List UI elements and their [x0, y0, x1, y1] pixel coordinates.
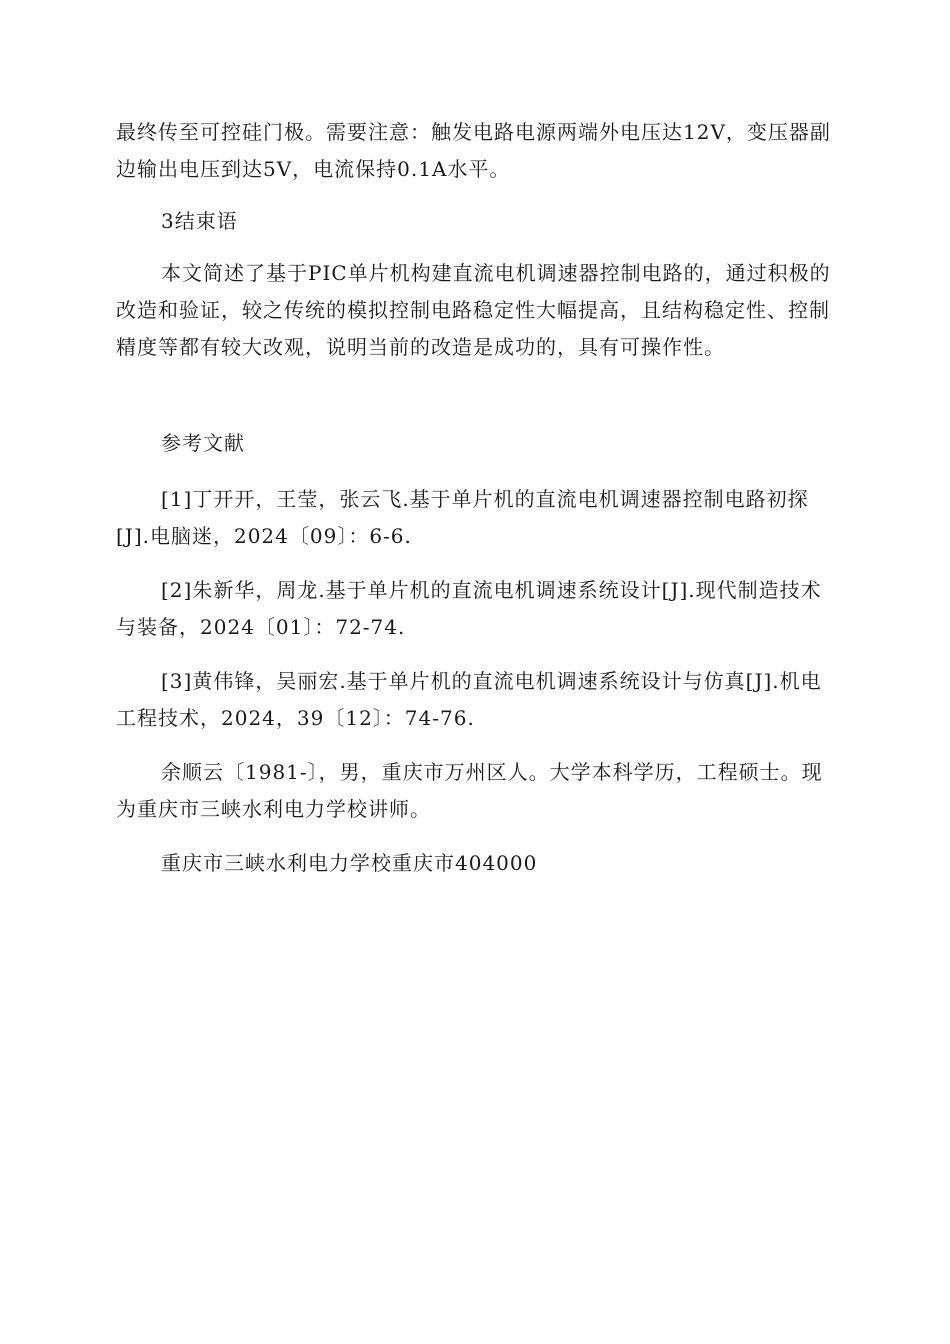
- section-heading-references: 参考文献: [161, 431, 245, 455]
- paragraph-author-bio: 余顺云〔1981-〕，男，重庆市万州区人。大学本科学历，工程硕士。现为重庆市三峡水利电力学校讲师。: [116, 760, 823, 821]
- reference-item: [3]黄伟锋，吴丽宏.基于单片机的直流电机调速系统设计与仿真[J].机电工程技术，2024，39〔12〕：74-76.: [116, 669, 822, 730]
- paragraph-conclusion: 本文简述了基于PIC单片机构建直流电机调速器控制电路的，通过积极的改造和验证，较之传统的模拟控制电路稳定性大幅提高，且结构稳定性、控制精度等都有较大改观，说明当前的改造是成功的，具有可操作性。: [116, 261, 831, 359]
- section-heading-conclusion: 3结束语: [161, 209, 238, 233]
- paragraph-affiliation: 重庆市三峡水利电力学校重庆市404000: [161, 851, 538, 875]
- reference-item: [1]丁开开，王莹，张云飞.基于单片机的直流电机调速器控制电路初探[J].电脑迷，2024〔09〕：6-6.: [116, 487, 809, 548]
- paragraph-continuation: 最终传至可控硅门极。需要注意：触发电路电源两端外电压达12V，变压器副边输出电压到达5V，电流保持0.1A水平。: [116, 120, 831, 181]
- reference-item: [2]朱新华，周龙.基于单片机的直流电机调速系统设计[J].现代制造技术与装备，2024〔01〕：72-74.: [116, 578, 822, 639]
